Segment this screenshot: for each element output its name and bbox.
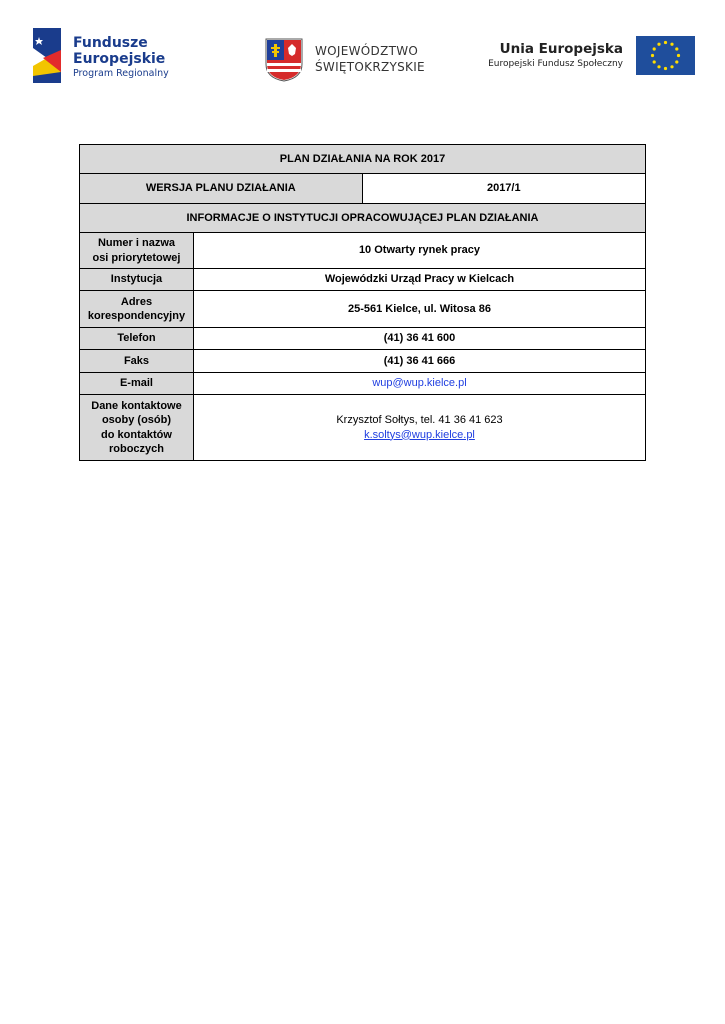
label-line: osi priorytetowej	[92, 251, 181, 264]
row-value: (41) 36 41 666	[193, 350, 645, 373]
row-label	[80, 233, 194, 269]
wojewodztwo-swietokrzyskie-logo	[265, 38, 435, 82]
institution-section-title: INFORMACJE O INSTYTUCJI OPRACOWUJĄCEJ PLAN DZIAŁANIA	[80, 204, 646, 233]
eu-flag-icon	[636, 36, 695, 75]
swietokrzyskie-text: ŚWIĘTOKRZYSKIE	[315, 60, 425, 74]
label-line: osoby (osób)	[101, 414, 172, 426]
plan-title-cell: PLAN DZIAŁANIA NA ROK 2017	[80, 145, 646, 174]
label-line: Dane kontaktowe	[91, 399, 182, 412]
fundusze-text: Fundusze	[73, 35, 148, 51]
row-label: Faks	[80, 350, 194, 373]
efs-text: Europejski Fundusz Społeczny	[488, 59, 623, 69]
label-line: Adres	[120, 295, 153, 308]
row-value: (41) 36 41 600	[193, 328, 645, 350]
row-label	[80, 395, 194, 461]
table-row	[80, 328, 646, 350]
label-line: do kontaktów	[101, 428, 172, 441]
label-line: korespondencyjny	[87, 310, 186, 322]
row-label	[80, 291, 194, 328]
plan-version-label-cell: WERSJA PLANU DZIAŁANIA	[80, 174, 363, 204]
email-link[interactable]: wup@wup.kielce.pl	[372, 377, 467, 390]
table-row	[80, 269, 646, 291]
row-value	[193, 395, 645, 461]
label-line: roboczych	[108, 443, 164, 455]
wojewodztwo-text: WOJEWÓDZTWO	[315, 44, 419, 58]
table-row	[80, 291, 646, 328]
table-row	[80, 350, 646, 373]
fundusze-europejskie-logo	[33, 28, 173, 84]
row-value: 25-561 Kielce, ul. Witosa 86	[193, 291, 645, 328]
row-label: Telefon	[80, 328, 194, 350]
label-line: Numer i nazwa	[97, 237, 175, 249]
row-label: E-mail	[80, 373, 194, 395]
unia-europejska-text: Unia Europejska	[499, 41, 623, 57]
table-row	[80, 395, 646, 461]
row-label: Instytucja	[80, 269, 194, 291]
action-plan-table	[79, 144, 646, 461]
fundusze-europejskie-mark-icon	[33, 28, 61, 83]
contact-email-link[interactable]: k.soltys@wup.kielce.pl	[364, 428, 475, 441]
table-row	[80, 233, 646, 269]
coat-of-arms-icon	[265, 38, 303, 82]
plan-version-value-cell: 2017/1	[362, 174, 645, 204]
row-value: 10 Otwarty rynek pracy	[193, 233, 645, 269]
row-value: Wojewódzki Urząd Pracy w Kielcach	[193, 269, 645, 291]
unia-europejska-logo	[488, 36, 695, 76]
program-regionalny-text: Program Regionalny	[73, 68, 169, 79]
row-value	[193, 373, 645, 395]
europejskie-text: Europejskie	[73, 51, 166, 67]
contact-person-text: Krzysztof Sołtys, tel. 41 36 41 623	[336, 414, 503, 426]
table-row	[80, 373, 646, 395]
